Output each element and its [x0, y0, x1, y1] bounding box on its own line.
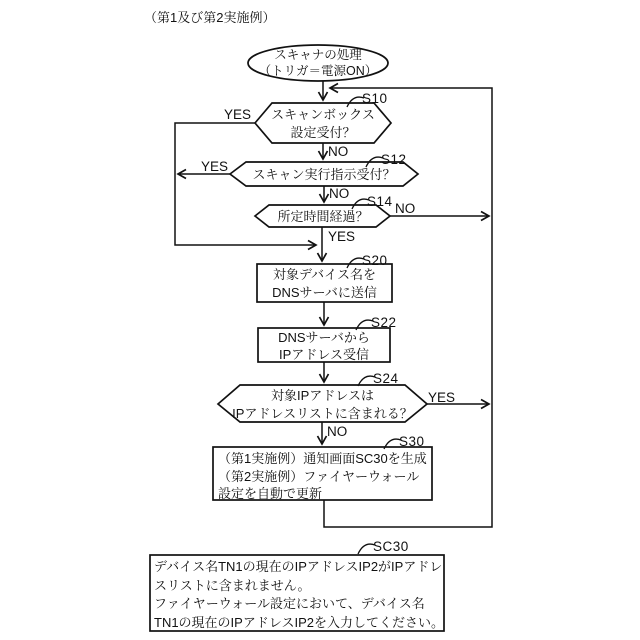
s22-line1: DNSサーバから: [278, 330, 370, 345]
s30-line3: 設定を自動で更新: [218, 486, 323, 501]
sc30-line1: デバイス名TN1の現在のIPアドレスIP2がIPアドレ: [154, 559, 443, 574]
notice-sc30: [154, 558, 442, 632]
page-title: （第1及び第2実施例）: [144, 10, 276, 25]
s22-line2: IPアドレス受信: [279, 346, 369, 362]
sc30-line4: TN1の現在のIPアドレスIP2を入力してください。: [154, 614, 444, 630]
branch-label-s24-no: NO: [327, 424, 348, 439]
branch-label-s24-yes: YES: [428, 390, 456, 405]
process-s30: [218, 450, 430, 503]
step-tag-s14: S14: [367, 194, 393, 209]
decision-s24: [220, 387, 425, 423]
branch-label-s14-yes: YES: [328, 229, 356, 244]
start-terminal: [248, 47, 388, 79]
branch-label-s12-no: NO: [329, 186, 350, 201]
step-tag-s24: S24: [373, 371, 399, 386]
branch-label-s10-yes: YES: [224, 107, 252, 122]
step-tag-s10: S10: [362, 91, 388, 106]
s10-line1: スキャンボックス: [271, 107, 375, 122]
step-tag-s12: S12: [381, 152, 407, 167]
s30-line2: （第2実施例）ファイヤーウォール: [218, 468, 420, 484]
s24-line1: 対象IPアドレスは: [271, 388, 374, 403]
branch-label-s10-no: NO: [328, 144, 349, 159]
sc30-line3: ファイヤーウォール設定において、デバイス名: [154, 596, 425, 611]
s20-line2: DNSサーバに送信: [272, 284, 377, 300]
step-tag-sc30: SC30: [373, 539, 409, 554]
s30-line1: （第1実施例）通知画面SC30を生成: [218, 451, 427, 466]
step-tag-s22: S22: [371, 315, 397, 330]
start-line1: スキャナの処理: [274, 48, 362, 62]
step-tag-s30: S30: [399, 434, 425, 449]
decision-s14: 所定時間経過？: [277, 209, 369, 224]
decision-s12: スキャン実行指示受付？: [252, 167, 396, 182]
decision-s10: [253, 106, 393, 142]
process-s22: [258, 330, 390, 363]
process-s20: [257, 266, 392, 301]
sc30-line2: スリストに含まれません。: [154, 577, 311, 593]
s20-line1: 対象デバイス名を: [272, 267, 377, 282]
branch-label-s12-yes: YES: [201, 159, 229, 174]
branch-label-s14-no: NO: [395, 201, 416, 216]
start-line2: （トリガ＝電源ON）: [258, 64, 378, 78]
step-tag-s20: S20: [362, 253, 388, 268]
s24-line2: IPアドレスリストに含まれる？: [232, 406, 413, 421]
s10-line2: 設定受付？: [290, 125, 356, 140]
